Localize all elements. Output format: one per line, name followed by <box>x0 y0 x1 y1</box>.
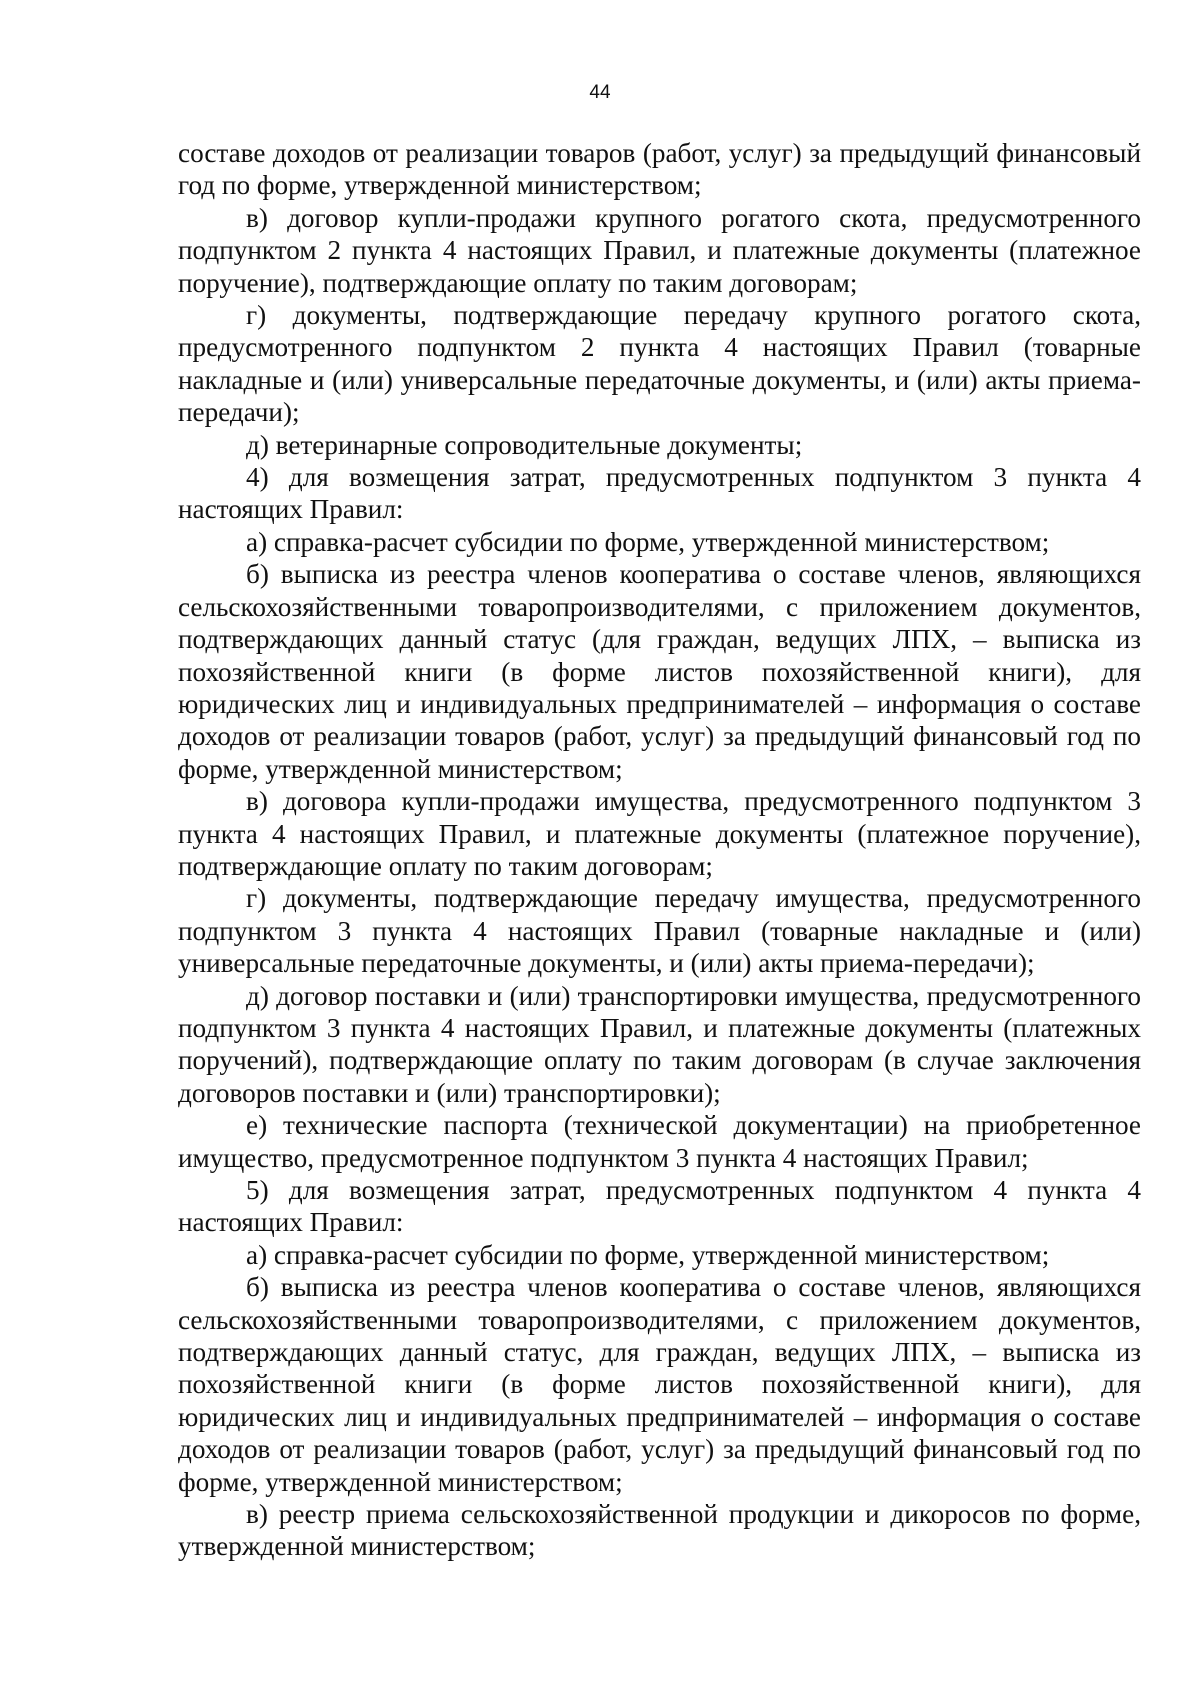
paragraph-4d: д) договор поставки и (или) транспортировки имущества, предусмотренного подпунктом 3 пункта 4 настоящих Правил, и платежные документы (платежных поручений), подтверждающие оплату по таким договорам (в случае заключения договоров поставки и (или) транспортировки); <box>178 980 1141 1108</box>
paragraph-4a: а) справка-расчет субсидии по форме, утвержденной министерством; <box>246 526 1050 557</box>
paragraph-3g: г) документы, подтверждающие передачу крупного рогатого скота, предусмотренного подпунктом 2 пункта 4 настоящих Правил (товарные накладные и (или) универсальные передаточные документы, и (или) акты приема-передачи); <box>178 300 1141 428</box>
paragraph-5v: в) реестр приема сельскохозяйственной продукции и дикоросов по форме, утвержденной министерством; <box>178 1499 1141 1562</box>
document-body <box>178 137 1141 1563</box>
paragraph-item-4: 4) для возмещения затрат, предусмотренных подпунктом 3 пункта 4 настоящих Правил: <box>178 462 1141 525</box>
paragraph-continuation: составе доходов от реализации товаров (работ, услуг) за предыдущий финансовый год по форме, утвержденной министерством; <box>178 138 1141 201</box>
paragraph-5a: а) справка-расчет субсидии по форме, утвержденной министерством; <box>246 1239 1050 1270</box>
paragraph-4g: г) документы, подтверждающие передачу имущества, предусмотренного подпунктом 3 пункта 4 настоящих Правил (товарные накладные и (или) универсальные передаточные документы, и (или) акты приема-передачи); <box>178 883 1141 979</box>
paragraph-item-5: 5) для возмещения затрат, предусмотренных подпунктом 4 пункта 4 настоящих Правил: <box>178 1175 1141 1238</box>
paragraph-3d: д) ветеринарные сопроводительные документы; <box>246 429 803 460</box>
paragraph-4b: б) выписка из реестра членов кооператива о составе членов, являющихся сельскохозяйственными товаропроизводителями, с приложением документов, подтверждающих данный статус (для граждан, ведущих ЛПХ, – выписка из похозяйственной книги (в форме листов похозяйственной книги), для юридических лиц и индивидуальных предпринимателей – информация о составе доходов от реализации товаров (работ, услуг) за предыдущий финансовый год по форме, утвержденной министерством; <box>178 559 1141 784</box>
paragraph-4v: в) договора купли-продажи имущества, предусмотренного подпунктом 3 пункта 4 настоящих Правил, и платежные документы (платежное поручение), подтверждающие оплату по таким договорам; <box>178 786 1141 881</box>
paragraph-4e: е) технические паспорта (технической документации) на приобретенное имущество, предусмотренное подпунктом 3 пункта 4 настоящих Правил; <box>178 1110 1141 1173</box>
paragraph-3v: в) договор купли-продажи крупного рогатого скота, предусмотренного подпунктом 2 пункта 4 настоящих Правил, и платежные документы (платежное поручение), подтверждающие оплату по таким договорам; <box>178 202 1141 298</box>
paragraph-5b: б) выписка из реестра членов кооператива о составе членов, являющихся сельскохозяйственными товаропроизводителями, с приложением документов, подтверждающих данный статус, для граждан, ведущих ЛПХ, – выписка из похозяйственной книги (в форме листов похозяйственной книги), для юридических лиц и индивидуальных предпринимателей – информация о составе доходов от реализации товаров (работ, услуг) за предыдущий финансовый год по форме, утвержденной министерством; <box>178 1272 1141 1497</box>
page-number: 44 <box>589 82 611 103</box>
